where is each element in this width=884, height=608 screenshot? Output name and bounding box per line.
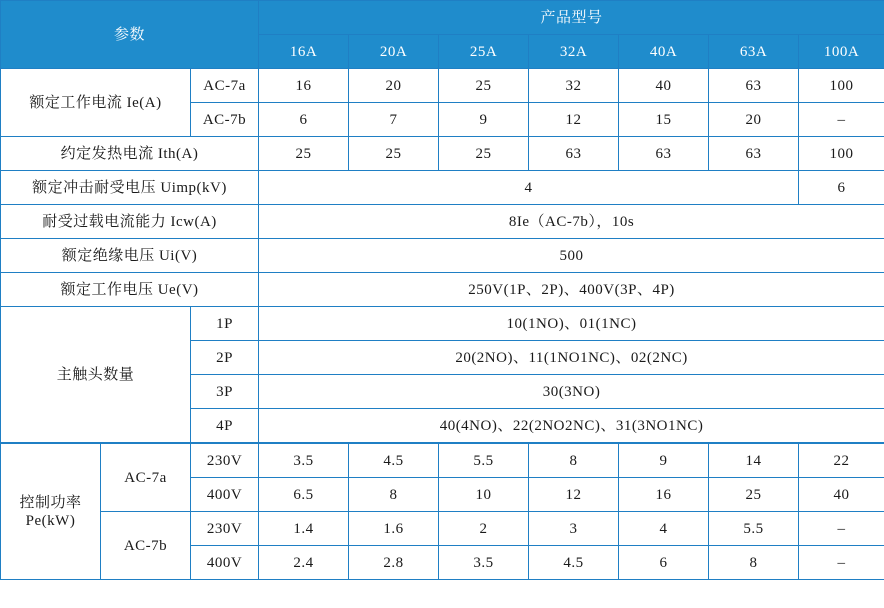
header-model-20a: 20A xyxy=(349,35,439,69)
cell-value: 1.6 xyxy=(349,512,439,546)
cell-value: 5.5 xyxy=(709,512,799,546)
cell-value: 3 xyxy=(529,512,619,546)
power-group-ac7a: AC-7a xyxy=(101,444,191,512)
cell-value: 1.4 xyxy=(259,512,349,546)
cell-value: 8 xyxy=(529,444,619,478)
cell-value: 30(3NO) xyxy=(259,375,884,409)
cell-value: 2 xyxy=(439,512,529,546)
cell-value: 7 xyxy=(349,103,439,137)
cell-value: 9 xyxy=(439,103,529,137)
cell-value: 16 xyxy=(259,69,349,103)
header-model-63a: 63A xyxy=(709,35,799,69)
cell-value: 12 xyxy=(529,478,619,512)
header-model-25a: 25A xyxy=(439,35,529,69)
cell-value: 3.5 xyxy=(439,546,529,580)
control-power-label-line1: 控制功率 xyxy=(19,494,82,511)
cell-value: 6 xyxy=(799,171,884,205)
header-model-40a: 40A xyxy=(619,35,709,69)
cell-value: 6.5 xyxy=(259,478,349,512)
cell-value: 500 xyxy=(259,239,884,273)
cell-value: 63 xyxy=(709,69,799,103)
table-header-row xyxy=(1,1,884,35)
table-row xyxy=(1,69,884,103)
cell-value: 4.5 xyxy=(529,546,619,580)
header-model: 产品型号 xyxy=(259,1,884,35)
contact-pole-3p: 3P xyxy=(191,375,259,409)
cell-value: 100 xyxy=(799,137,884,171)
row-label-main-contacts: 主触头数量 xyxy=(1,307,191,443)
header-model-100a: 100A xyxy=(799,35,884,69)
row-label-insulation-voltage: 额定绝缘电压 Ui(V) xyxy=(1,239,259,273)
cell-value: 3.5 xyxy=(259,444,349,478)
row-label-impulse-voltage: 额定冲击耐受电压 Uimp(kV) xyxy=(1,171,259,205)
cell-value: 12 xyxy=(529,103,619,137)
row-label-operational-voltage: 额定工作电压 Ue(V) xyxy=(1,273,259,307)
contact-pole-2p: 2P xyxy=(191,341,259,375)
table-row xyxy=(1,171,884,205)
cell-value: 20(2NO)、11(1NO1NC)、02(2NC) xyxy=(259,341,884,375)
table-row xyxy=(1,239,884,273)
cell-value: 63 xyxy=(529,137,619,171)
cell-value: 6 xyxy=(259,103,349,137)
cell-value: 20 xyxy=(709,103,799,137)
cell-value: 16 xyxy=(619,478,709,512)
table-row xyxy=(1,512,884,546)
cell-value: 9 xyxy=(619,444,709,478)
table-row xyxy=(1,205,884,239)
cell-value: 25 xyxy=(259,137,349,171)
header-model-32a: 32A xyxy=(529,35,619,69)
cell-value: – xyxy=(799,512,884,546)
cell-value: 4.5 xyxy=(349,444,439,478)
cell-value: 10 xyxy=(439,478,529,512)
cell-value: 2.8 xyxy=(349,546,439,580)
row-label-thermal-current: 约定发热电流 Ith(A) xyxy=(1,137,259,171)
header-param: 参数 xyxy=(1,1,259,69)
power-voltage-400v: 400V xyxy=(191,478,259,512)
cell-value: 40(4NO)、22(2NO2NC)、31(3NO1NC) xyxy=(259,409,884,443)
row-sub-ac7a: AC-7a xyxy=(191,69,259,103)
cell-value: 6 xyxy=(619,546,709,580)
cell-value: 25 xyxy=(709,478,799,512)
cell-value: 8Ie（AC-7b），10s xyxy=(259,205,884,239)
cell-value: – xyxy=(799,103,884,137)
cell-value: 4 xyxy=(619,512,709,546)
cell-value: 15 xyxy=(619,103,709,137)
table-row xyxy=(1,273,884,307)
cell-value: 20 xyxy=(349,69,439,103)
contact-pole-1p: 1P xyxy=(191,307,259,341)
cell-value: 63 xyxy=(709,137,799,171)
cell-value: 8 xyxy=(349,478,439,512)
row-sub-ac7b: AC-7b xyxy=(191,103,259,137)
cell-value: 250V(1P、2P)、400V(3P、4P) xyxy=(259,273,884,307)
control-power-table xyxy=(0,443,884,580)
cell-value: 22 xyxy=(799,444,884,478)
power-voltage-230v: 230V xyxy=(191,512,259,546)
cell-value: 2.4 xyxy=(259,546,349,580)
power-group-ac7b: AC-7b xyxy=(101,512,191,580)
cell-value: 8 xyxy=(709,546,799,580)
cell-value: 100 xyxy=(799,69,884,103)
power-voltage-230v: 230V xyxy=(191,444,259,478)
contact-pole-4p: 4P xyxy=(191,409,259,443)
cell-value: 4 xyxy=(259,171,799,205)
row-label-control-power xyxy=(1,444,101,580)
cell-value: 25 xyxy=(439,69,529,103)
cell-value: – xyxy=(799,546,884,580)
power-voltage-400v: 400V xyxy=(191,546,259,580)
row-label-rated-current: 额定工作电流 Ie(A) xyxy=(1,69,191,137)
cell-value: 10(1NO)、01(1NC) xyxy=(259,307,884,341)
table-row xyxy=(1,444,884,478)
cell-value: 63 xyxy=(619,137,709,171)
table-row xyxy=(1,307,884,341)
cell-value: 40 xyxy=(799,478,884,512)
cell-value: 25 xyxy=(439,137,529,171)
cell-value: 40 xyxy=(619,69,709,103)
control-power-label-line2: Pe(kW) xyxy=(25,512,76,529)
cell-value: 5.5 xyxy=(439,444,529,478)
row-label-icw: 耐受过载电流能力 Icw(A) xyxy=(1,205,259,239)
header-model-16a: 16A xyxy=(259,35,349,69)
table-row xyxy=(1,137,884,171)
cell-value: 25 xyxy=(349,137,439,171)
cell-value: 32 xyxy=(529,69,619,103)
cell-value: 14 xyxy=(709,444,799,478)
